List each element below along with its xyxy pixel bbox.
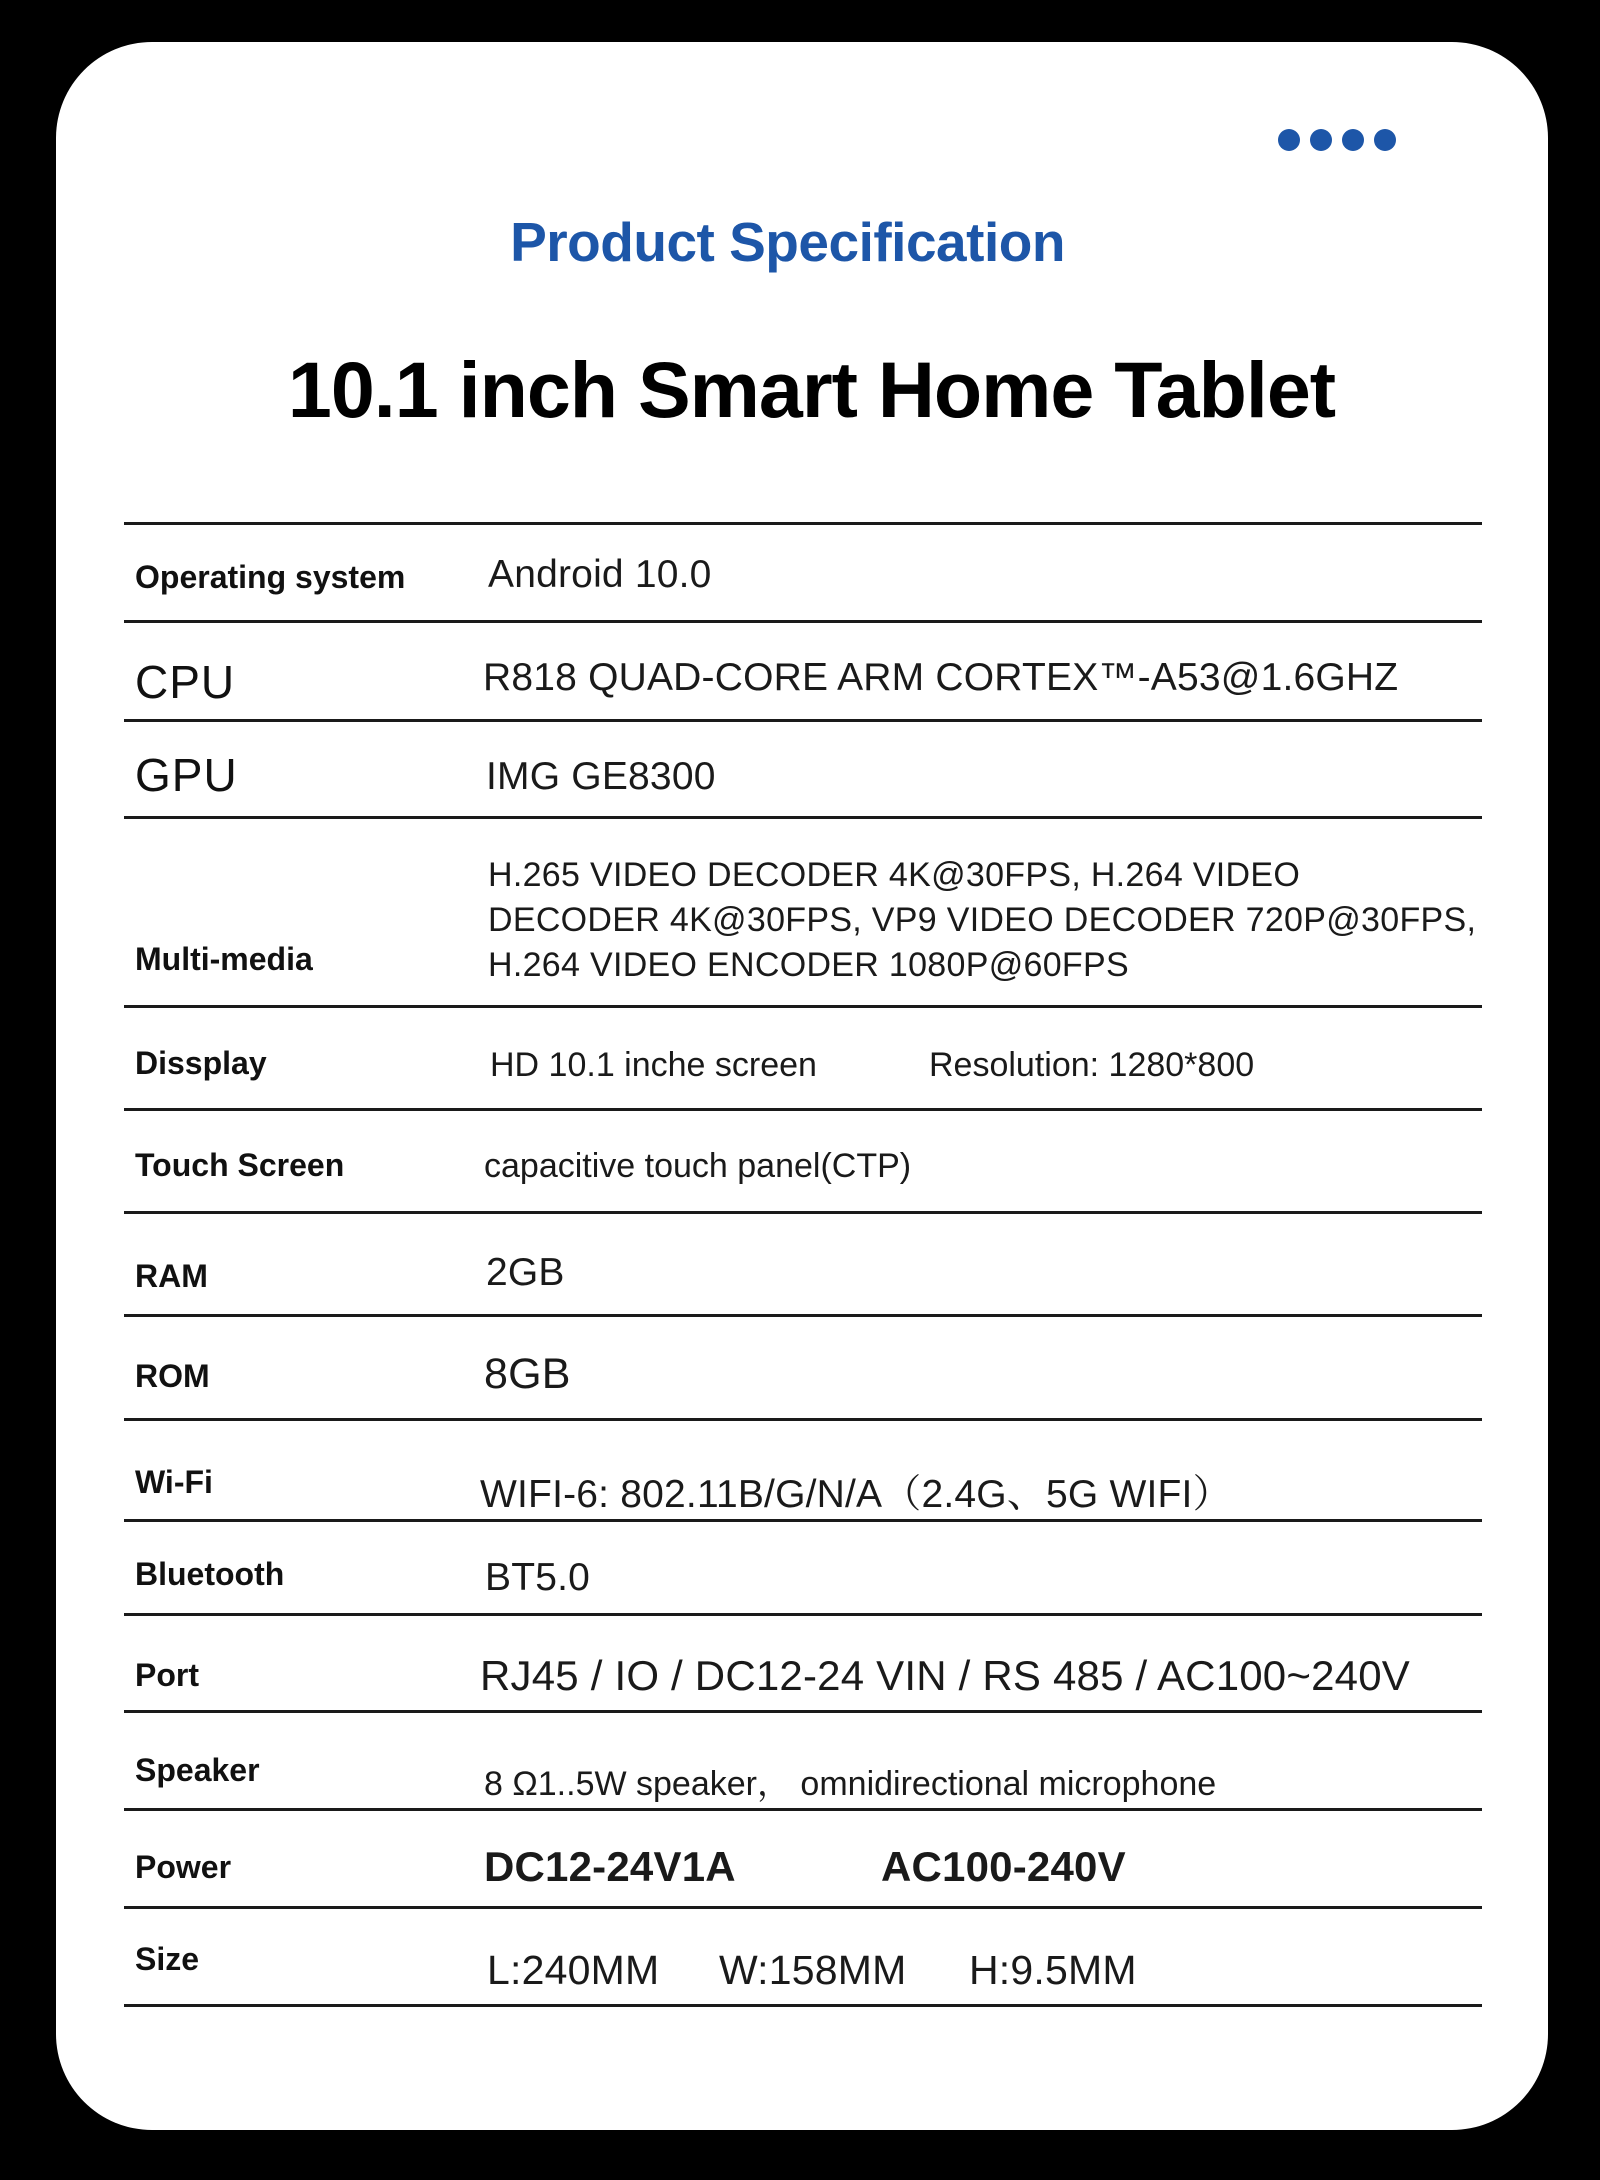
spec-label-power: Power (135, 1849, 232, 1885)
dot-icon (1310, 129, 1332, 151)
pagination-dots (1278, 129, 1396, 151)
table-rule (124, 522, 1482, 525)
spec-label-wifi: Wi-Fi (135, 1464, 213, 1500)
spec-value-bluetooth: BT5.0 (485, 1556, 591, 1599)
spec-value-power-ac: AC100-240V (881, 1843, 1126, 1890)
spec-value-port: RJ45 / IO / DC12-24 VIN / RS 485 / AC100~240V (480, 1652, 1410, 1699)
spec-label-speaker: Speaker (135, 1752, 260, 1788)
spec-value-width: W:158MM (719, 1947, 907, 1993)
spec-value-wifi: WIFI-6: 802.11B/G/N/A（2.4G、5G WIFI） (480, 1473, 1232, 1516)
spec-label-multimedia: Multi-media (135, 941, 313, 977)
table-rule (124, 2004, 1482, 2007)
spec-label-os: Operating system (135, 559, 406, 595)
table-rule (124, 816, 1482, 819)
dot-icon (1374, 129, 1396, 151)
multimedia-line: H.264 VIDEO ENCODER 1080P@60FPS (488, 946, 1129, 984)
spec-label-ram: RAM (135, 1258, 208, 1294)
table-rule (124, 1808, 1482, 1811)
spec-label-cpu: CPU (135, 656, 236, 708)
spec-value-length: L:240MM (487, 1947, 660, 1993)
section-subtitle: Product Specification (510, 211, 1065, 273)
table-rule (124, 1314, 1482, 1317)
spec-value-cpu: R818 QUAD-CORE ARM CORTEX™-A53@1.6GHZ (483, 656, 1399, 699)
spec-label-display: Dissplay (135, 1045, 267, 1081)
spec-label-bluetooth: Bluetooth (135, 1556, 285, 1592)
page-title: 10.1 inch Smart Home Tablet (287, 345, 1336, 434)
table-rule (124, 719, 1482, 722)
table-rule (124, 1418, 1482, 1421)
spec-value-ram: 2GB (486, 1251, 565, 1294)
spec-value-multimedia (488, 853, 1476, 988)
table-rule (124, 1519, 1482, 1522)
spec-value-height: H:9.5MM (969, 1947, 1137, 1993)
spec-value-speaker: 8 Ω1..5W speaker， omnidirectional microphone (484, 1765, 1217, 1803)
table-rule (124, 620, 1482, 623)
spec-label-size: Size (135, 1941, 200, 1977)
spec-label-port: Port (135, 1657, 199, 1693)
table-rule (124, 1613, 1482, 1616)
table-rule (124, 1710, 1482, 1713)
dot-icon (1342, 129, 1364, 151)
spec-value-os: Android 10.0 (488, 553, 712, 596)
spec-value-touch: capacitive touch panel(CTP) (484, 1147, 912, 1185)
spec-label-gpu: GPU (135, 749, 238, 801)
table-rule (124, 1906, 1482, 1909)
spec-value-gpu: IMG GE8300 (486, 755, 716, 798)
spec-label-rom: ROM (135, 1358, 210, 1394)
spec-value-display: HD 10.1 inche screen (490, 1046, 817, 1084)
table-rule (124, 1005, 1482, 1008)
multimedia-line: H.265 VIDEO DECODER 4K@30FPS, H.264 VIDEO (488, 856, 1301, 894)
spec-value-rom: 8GB (484, 1350, 571, 1398)
spec-value-resolution: Resolution: 1280*800 (929, 1046, 1255, 1084)
table-rule (124, 1211, 1482, 1214)
multimedia-line: DECODER 4K@30FPS, VP9 VIDEO DECODER 720P@30FPS, (488, 901, 1477, 939)
spec-value-power-dc: DC12-24V1A (484, 1843, 736, 1890)
spec-label-touch: Touch Screen (135, 1147, 345, 1183)
dot-icon (1278, 129, 1300, 151)
table-rule (124, 1108, 1482, 1111)
